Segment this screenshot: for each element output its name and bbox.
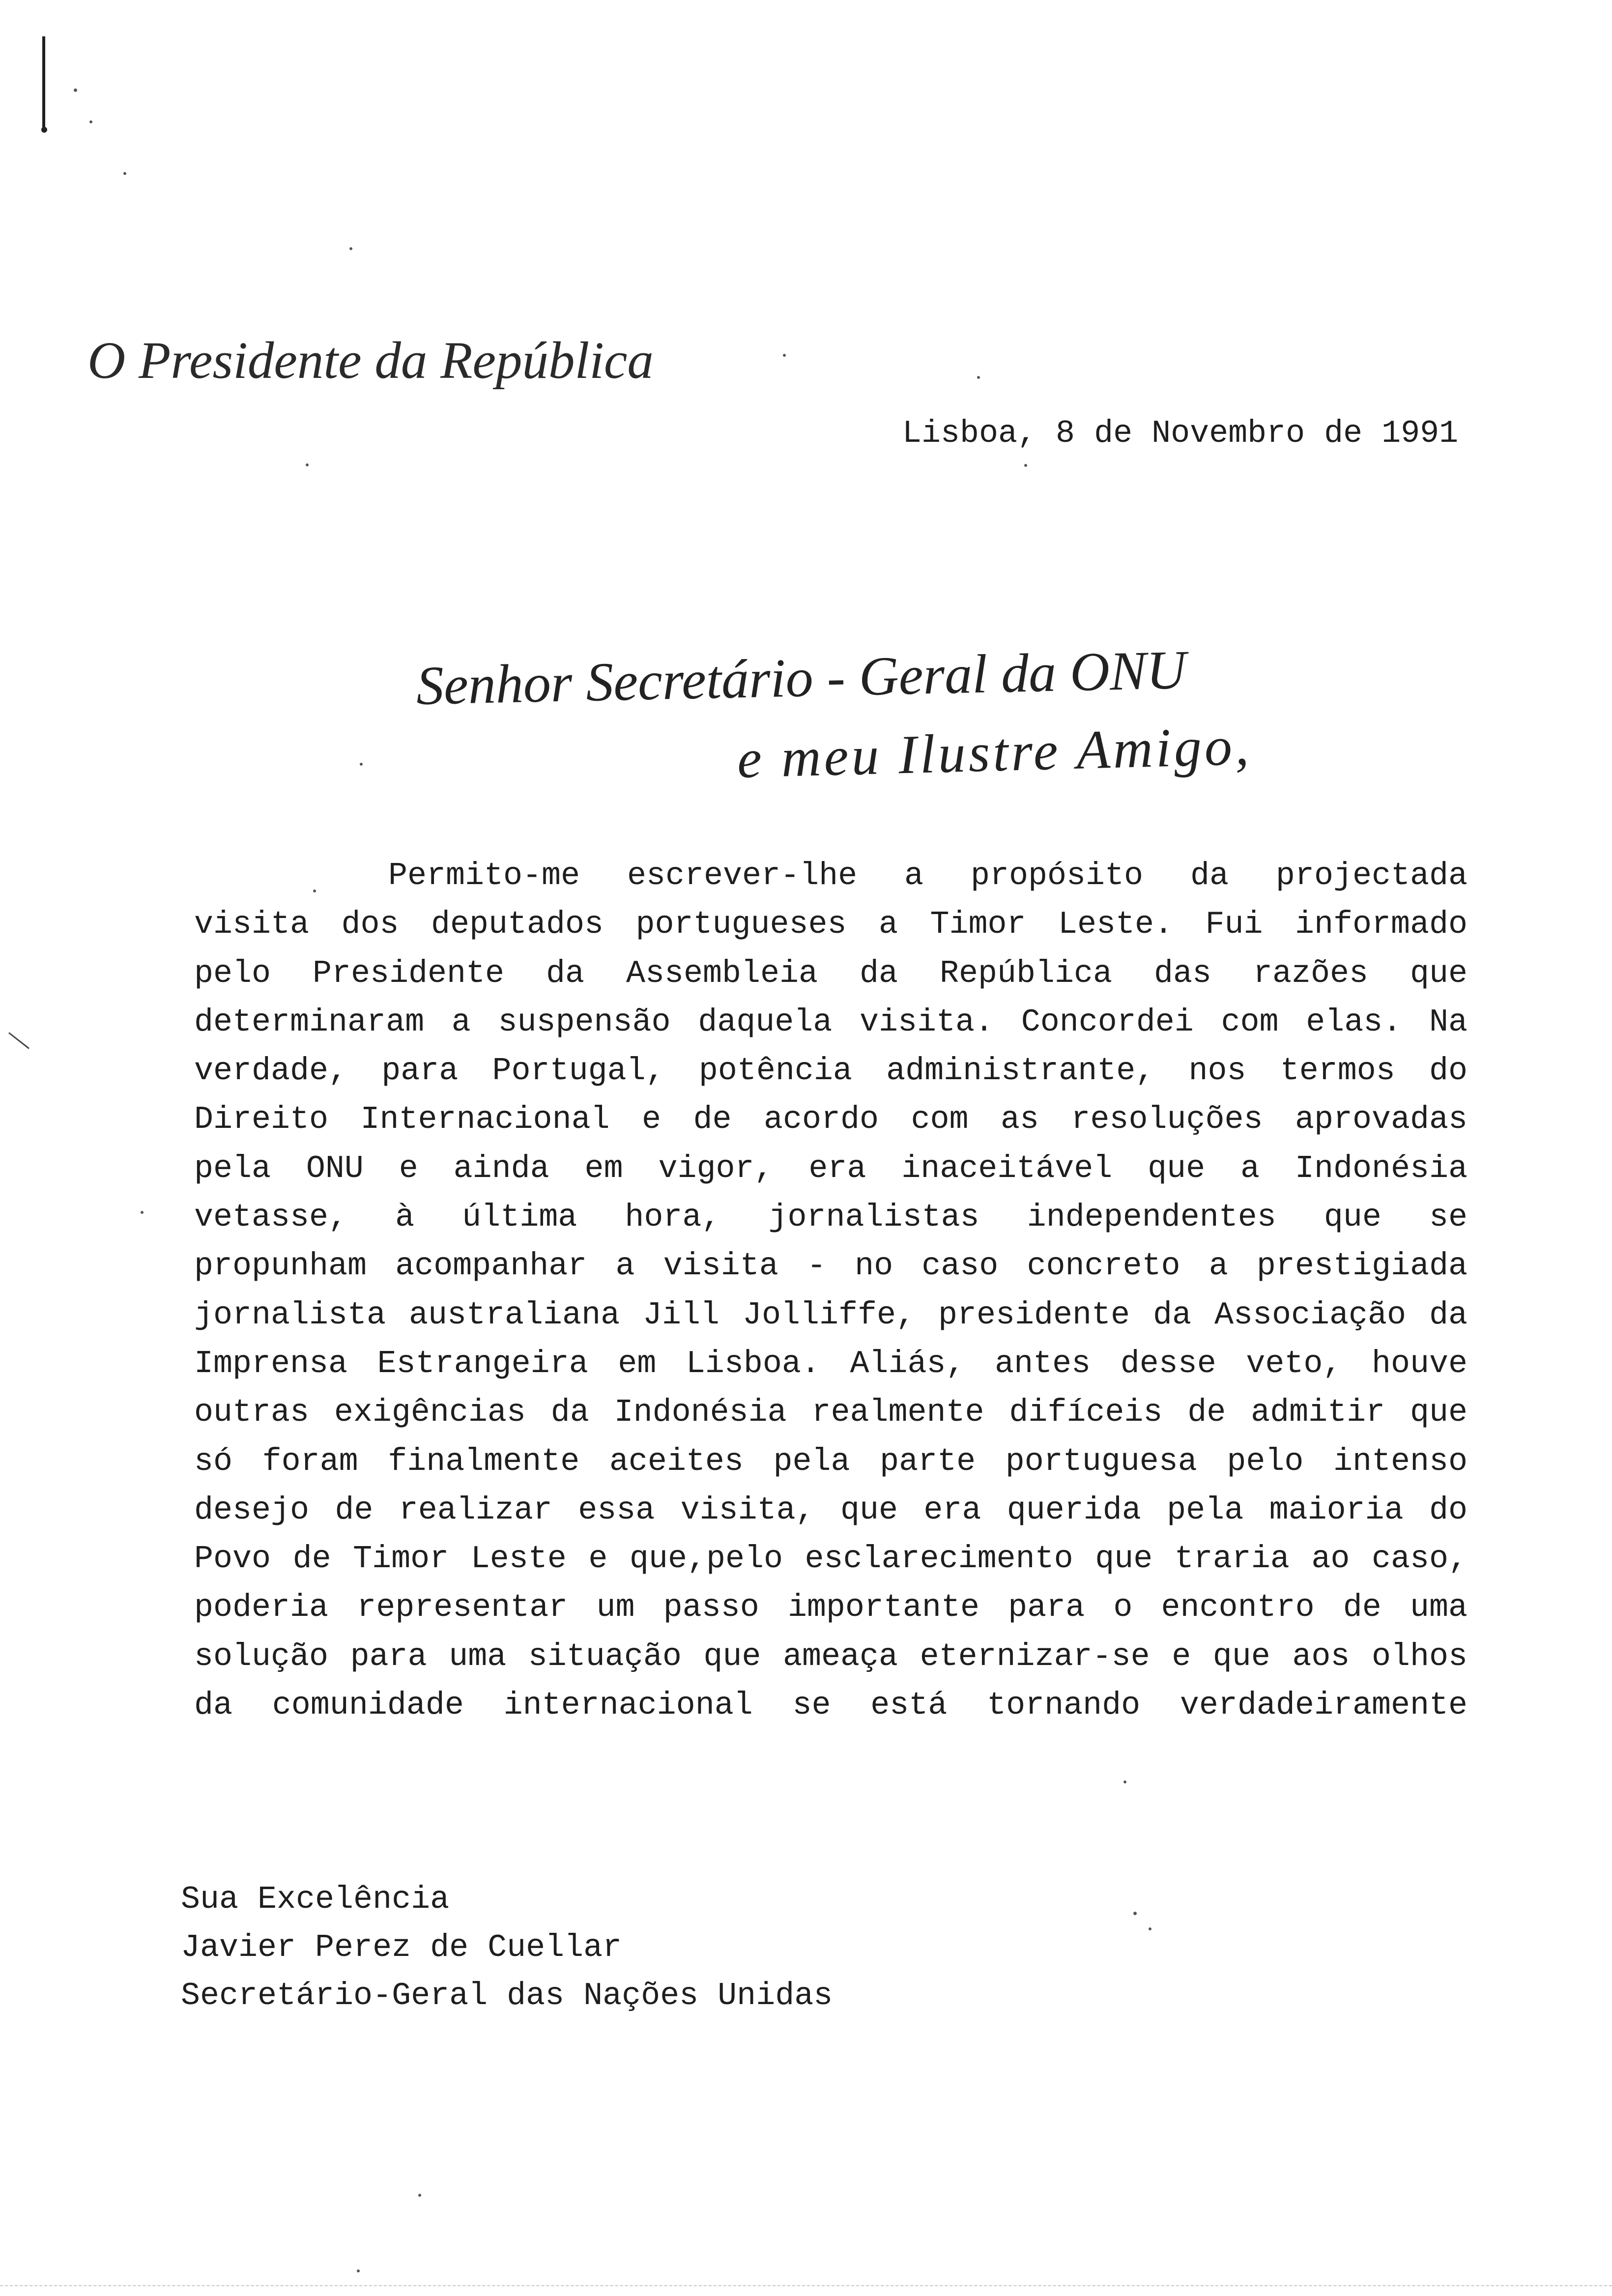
scan-speck: [74, 88, 77, 92]
scan-speck: [41, 127, 47, 133]
scan-speck: [1123, 1780, 1126, 1783]
salutation-line-2: e meu Ilustre Amigo,: [736, 715, 1253, 790]
body-line: só foram finalmente aceites pela parte portuguesa pelo intenso: [194, 1443, 1468, 1480]
addressee-line: Secretário-Geral das Nações Unidas: [181, 1978, 833, 2014]
scan-speck: [977, 376, 980, 379]
scan-bottom-edge: [0, 2285, 1612, 2286]
scan-speck: [1149, 1927, 1151, 1930]
body-line: visita dos deputados portugueses a Timor Leste. Fui informado: [194, 906, 1468, 943]
body-line: Povo de Timor Leste e que,pelo esclarecimento que traria ao caso,: [194, 1541, 1468, 1578]
body-line: Imprensa Estrangeira em Lisboa. Aliás, antes desse veto, houve: [194, 1345, 1468, 1382]
body-line: verdade, para Portugal, potência administrante, nos termos do: [194, 1053, 1468, 1090]
margin-tick: [8, 1032, 29, 1049]
body-line: Direito Internacional e de acordo com as resoluções aprovadas: [194, 1101, 1468, 1138]
scan-speck: [360, 763, 363, 766]
body-line: determinaram a suspensão daquela visita. Concordei com elas. Na: [194, 1004, 1468, 1040]
body-line: solução para uma situação que ameaça eternizar-se e que aos olhos: [194, 1638, 1468, 1675]
addressee-block: [181, 1875, 833, 2020]
body-line: propunham acompanhar a visita - no caso concreto a prestigiada: [194, 1248, 1468, 1285]
scan-speck: [1024, 464, 1027, 467]
scan-speck: [306, 463, 309, 466]
body-line: desejo de realizar essa visita, que era querida pela maioria do: [194, 1492, 1468, 1528]
letterhead-title: O Presidente da República: [87, 332, 654, 390]
body-line: outras exigências da Indonésia realmente difíceis de admitir que: [194, 1394, 1468, 1431]
body-line: da comunidade internacional se está tornando verdadeiramente: [194, 1687, 1468, 1724]
scan-speck: [1133, 1912, 1137, 1915]
body-line: vetasse, à última hora, jornalistas independentes que se: [194, 1199, 1468, 1236]
addressee-line: Sua Excelência: [181, 1881, 450, 1918]
body-line: Permito-me escrever-lhe a propósito da projectada: [388, 858, 1468, 894]
body-line: jornalista australiana Jill Jolliffe, presidente da Associação da: [194, 1296, 1468, 1333]
body-line: pelo Presidente da Assembleia da República das razões que: [194, 955, 1468, 992]
salutation-line-1: Senhor Secretário - Geral da ONU: [415, 639, 1187, 717]
addressee-line: Javier Perez de Cuellar: [181, 1929, 622, 1966]
scan-speck: [141, 1211, 144, 1214]
scan-speck: [783, 354, 786, 357]
scan-speck: [349, 247, 352, 250]
scan-speck: [89, 120, 92, 123]
scan-speck: [123, 172, 126, 175]
body-paragraph: [194, 852, 1468, 1730]
scan-speck: [418, 2194, 421, 2197]
body-line: pela ONU e ainda em vigor, era inaceitável que a Indonésia: [194, 1150, 1468, 1187]
body-line: poderia representar um passo importante para o encontro de uma: [194, 1589, 1468, 1626]
scan-speck: [357, 2269, 360, 2272]
margin-mark: [42, 36, 45, 132]
letter-date: Lisboa, 8 de Novembro de 1991: [902, 415, 1459, 452]
